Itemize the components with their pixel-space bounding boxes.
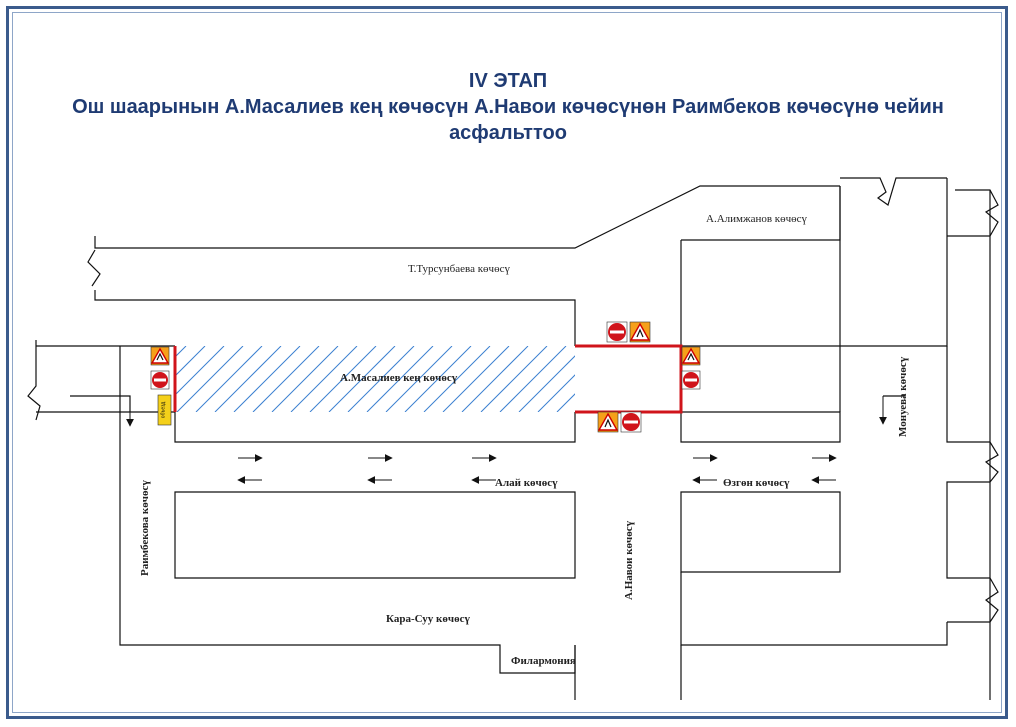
no-entry-sign — [607, 322, 627, 342]
hatch-line — [481, 346, 547, 412]
label-alai: Алай көчөсү — [495, 477, 558, 489]
hatch-line — [519, 346, 585, 412]
hatch-line — [253, 346, 319, 412]
hatch-line — [557, 346, 623, 412]
tursunbaeva-break-left — [88, 250, 100, 286]
block-karasuu — [175, 492, 575, 578]
hatch-line — [538, 346, 604, 412]
no-entry-sign — [151, 371, 169, 389]
road-outlines — [28, 178, 998, 700]
hatch-line — [196, 346, 262, 412]
title-description-end: асфальттоо — [449, 122, 567, 144]
title-description: Ош шаарынын А.Масалиев кең көчөсүн А.Навои көчөсүнөн Раимбеков көчөсүнө чейин — [72, 96, 944, 118]
tursunbaeva-bottom-edge — [95, 290, 575, 346]
hatch-line — [139, 346, 205, 412]
hatch-line — [215, 346, 281, 412]
label-raimbekova: Раимбекова көчөсү — [139, 480, 151, 576]
hatch-line — [177, 346, 243, 412]
hatch-line — [576, 346, 642, 412]
raimbekova-block — [120, 346, 575, 673]
no-entry-sign — [621, 412, 641, 432]
block-alai-north — [175, 412, 575, 442]
traffic-direction-arrows — [130, 396, 883, 480]
road-works-sign — [630, 322, 650, 342]
road-works-sign — [682, 347, 700, 365]
hatch-line — [234, 346, 300, 412]
road-works-sign — [151, 347, 169, 365]
label-monueva: Монуева көчөсү — [897, 356, 909, 437]
detour-sign-label: объезд — [160, 401, 167, 419]
label-alimzhanov: А.Алимжанов көчөсү — [706, 213, 808, 225]
street-labels — [139, 213, 909, 667]
hatch-line — [595, 346, 661, 412]
label-karasuu: Кара-Суу көчөсү — [386, 613, 470, 625]
title-stage: IV ЭТАП — [468, 70, 548, 92]
no-entry-sign — [682, 371, 700, 389]
hatch-line — [272, 346, 338, 412]
label-tursunbaeva: Т.Турсунбаева көчөсү — [408, 263, 510, 275]
hatch-line — [614, 346, 680, 412]
label-philharmonic: Филармония — [511, 655, 576, 667]
label-navoi: А.Навои көчөсү — [623, 520, 635, 600]
alimzhanov-break — [840, 178, 947, 205]
block-ozgon — [681, 492, 840, 572]
label-ozgon: Өзгөн көчөсү — [723, 477, 790, 489]
detour-sign — [158, 395, 171, 425]
hatch-line — [462, 346, 528, 412]
hatch-line — [500, 346, 566, 412]
road-works-sign — [598, 412, 618, 432]
label-masaliev: А.Масалиев кең көчөсү — [340, 372, 458, 384]
masaliev-break-left — [28, 340, 40, 420]
